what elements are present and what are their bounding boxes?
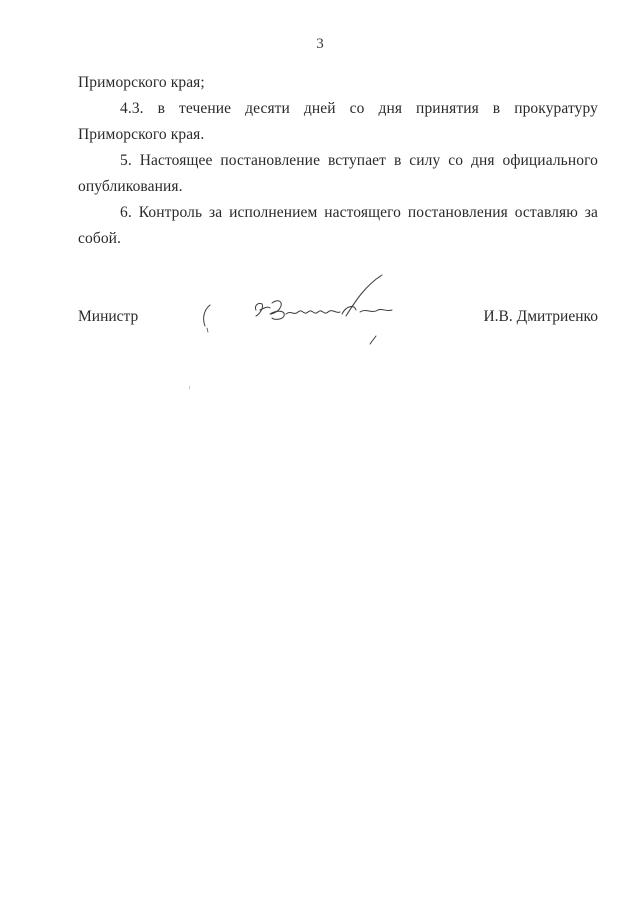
paragraph-5: 5. Настоящее постановление вступает в силу со дня официального опубликования.	[78, 152, 598, 195]
signer-name: И.В. Дмитриенко	[483, 308, 598, 325]
paragraph-6: 6. Контроль за исполнением настоящего постановления оставляю за собой.	[78, 204, 598, 247]
paragraph-continuation: Приморского края;	[78, 74, 205, 91]
signature-block	[78, 308, 598, 338]
document-body	[78, 70, 598, 252]
paragraph-4-3: 4.3. в течение десяти дней со дня принятия в прокуратуру Приморского края.	[78, 100, 598, 143]
signer-title: Министр	[78, 308, 139, 325]
page-number: 3	[316, 36, 324, 52]
scan-artifact	[189, 386, 190, 389]
